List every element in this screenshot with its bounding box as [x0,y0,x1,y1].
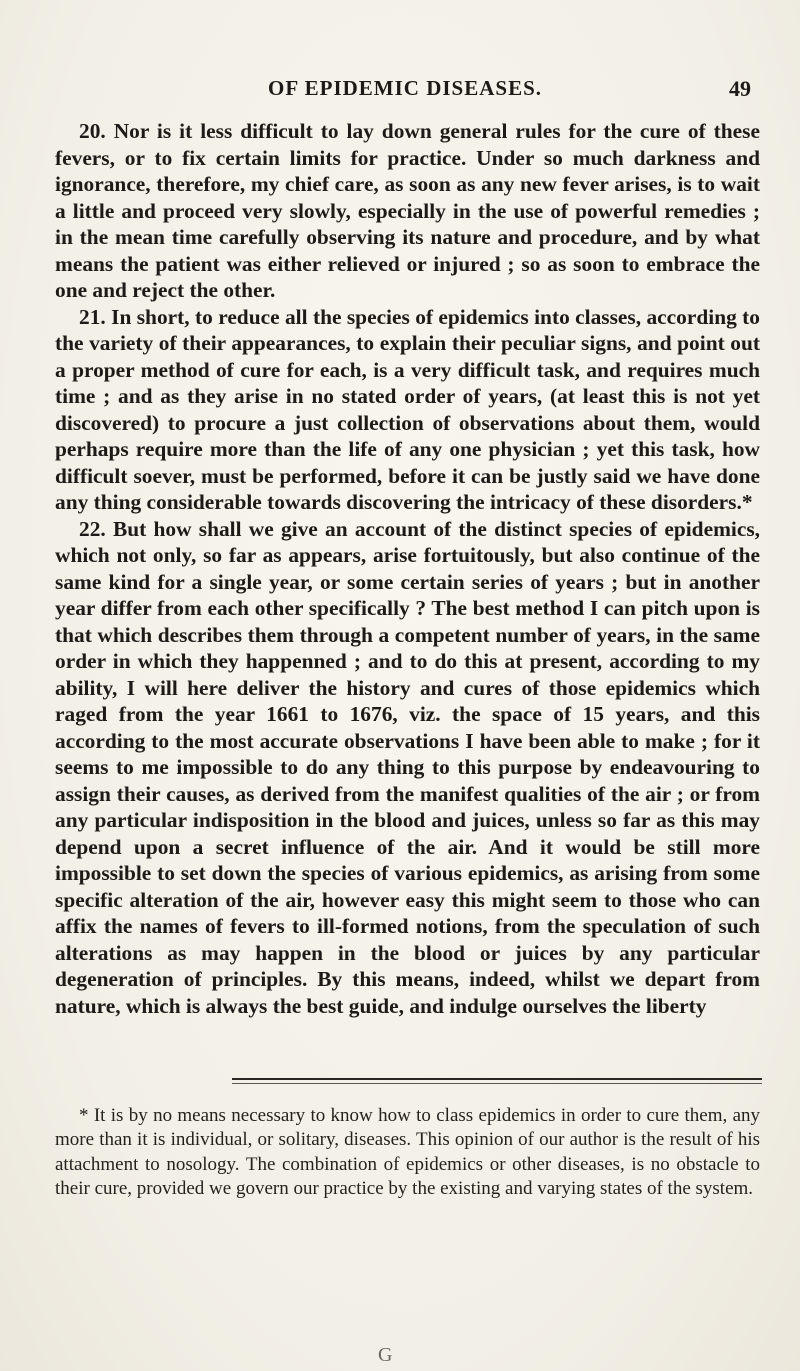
running-title: OF EPIDEMIC DISEASES. [267,76,543,100]
body-text [55,118,760,1019]
footnote-divider [232,1078,762,1080]
paragraph-20: 20. Nor is it less difficult to lay down general rules for the cure of these fevers, or to fix certain limits for practice. Under so much darkness and ignorance, therefore, my chief care, as soon as any new fever arises, is to wait a little and proceed very slowly, especially in the use of powerful remedies ; in the mean time carefully observing its nature and procedure, and by what means the patient was either relieved or injured ; so as soon to embrace the one and reject the other. [55,119,760,302]
footnote [55,1104,760,1201]
paragraph-21: 21. In short, to reduce all the species of epidemics into classes, according to the variety of their appearances, to explain their peculiar signs, and point out a proper method of cure for each, is a very difficult task, and requires much time ; and as they arise in no stated order of years, (at least this is not yet discovered) to procure a just collection of observations about them, would perhaps require more than the life of any one physician ; yet this task, how difficult soever, must be performed, before it can be justly said we have done any thing considerable towards discovering the intricacy of these disorders.* [55,304,760,514]
paragraph-22: 22. But how shall we give an account of the distinct species of epidemics, which not only, so far as appears, arise fortuitously, but also continue of the same kind for a single year, or some certain series of years ; but in another year differ from each other specifically ? The best method I can pitch upon is that which describes them through a competent number of years, in the same order in which they happenned ; and to do this at present, according to my ability, I will here deliver the history and cures of those epidemics which raged from the year 1661 to 1676, viz. the space of 15 years, and this according to the most accurate observations I have been able to make ; for it seems to me impossible to do any thing to this purpose by endeavouring to assign their causes, as derived from the manifest qualities of the air ; or from any particular indisposition in the blood and juices, unless so far as this may depend upon a secret influence of the air. And it would be still more impossible to set down the species of various epidemics, as arising from some specific alteration of the air, however easy this might seem to those who can affix the names of fevers to ill-formed notions, from the speculation of such alterations as may happen in the blood or juices by any particular degeneration of principles. By this means, indeed, whilst we depart from nature, which is always the best guide, and indulge ourselves the liberty [55,516,760,1018]
footnote-text: * It is by no means necessary to know how to class epidemics in order to cure them, any more than it is individual, or solitary, diseases. This opinion of our author is the result of his attachment to nosology. The combination of epidemics or other diseases, is no obstacle to their cure, provided we govern our practice by the existing and varying states of the system. [55,1105,760,1199]
running-head [55,76,755,106]
footnote-divider-thin [232,1083,762,1084]
page-number: 49 [729,76,751,101]
signature-mark: G [378,1344,393,1366]
